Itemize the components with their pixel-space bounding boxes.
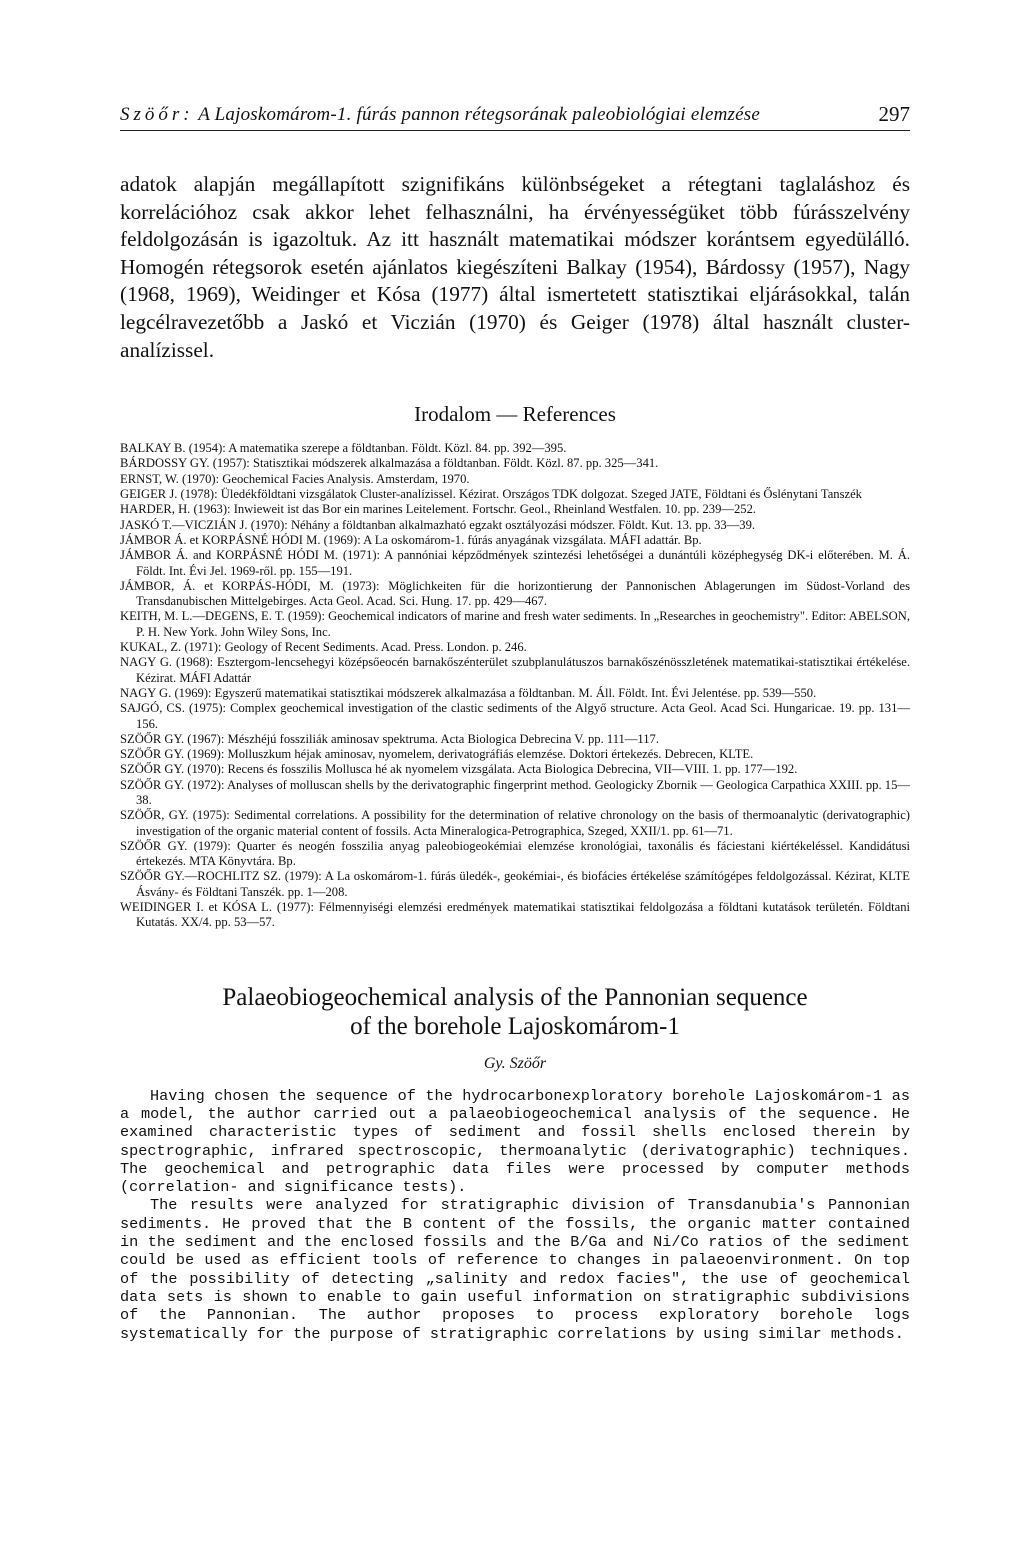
reference-item: SZÖŐR GY.—ROCHLITZ SZ. (1979): A La oskomárom-1. fúrás üledék-, geokémiai-, és biofácies értékelése számítógépes feldolgozással. Kézirat, KLTE Ásvány- és Földtani Tanszék. pp. 1—208.: [120, 869, 910, 899]
reference-item: JÁMBOR, Á. et KORPÁS-HÓDI, M. (1973): Möglichkeiten für die horizontierung der Pannonischen Ablagerungen im Südost-Vorland des Transdanubischen Mittelgebirges. Acta Geol. Acad. Sci. Hung. 17. pp. 429—467.: [120, 578, 910, 609]
reference-item: KEITH, M. L.—DEGENS, E. T. (1959): Geochemical indicators of marine and fresh water sediments. In „Researches in geochemistry". Editor: ABELSON, P. H. New York. John Wiley Sons, Inc.: [120, 609, 910, 639]
reference-item: GEIGER J. (1978): Üledékföldtani vizsgálatok Cluster-analízissel. Kézirat. Országos TDK dolgozat. Szeged JATE, Földtani és Őslénytani Tanszék: [120, 487, 862, 502]
reference-item: SZÖŐR GY. (1967): Mészhéjú fossziliák aminosav spektruma. Acta Biologica Debrecina V. pp. 111—117.: [120, 731, 659, 746]
reference-item: JASKÓ T.—VICZIÁN J. (1970): Néhány a földtanban alkalmazható egzakt osztályozási módszer. Földt. Kut. 13. pp. 33—39.: [120, 517, 756, 532]
abstract-title: [120, 983, 910, 1041]
running-head: [120, 100, 910, 131]
reference-item: NAGY G. (1968): Esztergom-lencsehegyi középsőeocén barnakőszénterület szubplanulátuszos barnakőszénösszletének matematikai-statisztikai értékelése. Kézirat. MÁFI Adattár: [120, 655, 910, 685]
running-head-title: A Lajoskomárom-1. fúrás pannon rétegsorának paleobiológiai elemzése: [198, 104, 760, 125]
reference-item: SZÖŐR GY. (1972): Analyses of molluscan shells by the derivatographic fingerprint method. Geologicky Zbornik — Geologica Carpathica XXIII. pp. 15—38.: [120, 777, 910, 807]
reference-item: BÁRDOSSY GY. (1957): Statisztikai módszerek alkalmazása a földtanban. Földt. Közl. 87. pp. 325—341.: [120, 456, 659, 471]
abstract-body: [120, 1087, 910, 1343]
reference-item: SZÖŐR GY. (1969): Molluszkum héjak aminosav, nyomelem, derivatográfiás elemzése. Doktori értekezés. Debrecen, KLTE.: [120, 747, 754, 762]
reference-item: ERNST, W. (1970): Geochemical Facies Analysis. Amsterdam, 1970.: [120, 471, 470, 486]
body-paragraph: adatok alapján megállapított szignifikáns különbségeket a rétegtani taglaláshoz és korrelációhoz csak akkor lehet felhasználni, ha érvényességüket több fúrásszelvény feldolgozásán is igazoltuk. Az itt használt matematikai módszer korántsem egyedülálló. Homogén rétegsorok esetén ajánlatos kiegészíteni Balkay (1954), Bárdossy (1957), Nagy (1968, 1969), Weidinger et Kósa (1977) által ismertetett statisztikai eljárásokkal, talán legcélravezetőbb a Jaskó et Viczián (1970) és Geiger (1978) által használt cluster-analízissel.: [120, 172, 910, 362]
page-number: 297: [878, 102, 910, 126]
reference-item: HARDER, H. (1963): Inwieweit ist das Bor ein marines Leitelement. Fortschr. Geol., Rheinland Westfalen. 10. pp. 239—252.: [120, 502, 757, 517]
reference-item: JÁMBOR Á. and KORPÁSNÉ HÓDI M. (1971): A pannóniai képződmények szintezési lehetőségei a dunántúli középhegység DK-i előterében. M. Á. Földt. Int. Évi Jel. 1969-ről. pp. 155—191.: [120, 548, 910, 578]
abstract-paragraph-2: The results were analyzed for stratigraphic division of Transdanubia's Pannonian sediments. He proved that the B content of the fossils, the organic matter contained in the sediment and the enclosed fossils and the B/Ga and Ni/Co ratios of the sediment could be used as efficient tools of reference to changes in palaeoenvironment. On top of the possibility of detecting „salinity and redox facies", the use of geochemical data sets is shown to enable to gain useful information on stratigraphic subdivisions of the Pannonian. The author proposes to process exploratory borehole logs systematically for the purpose of stratigraphic correlations by using similar methods.: [120, 1196, 910, 1343]
reference-item: SAJGÓ, CS. (1975): Complex geochemical investigation of the clastic sediments of the Algyő structure. Acta Geol. Acad Sci. Hungaricae. 19. pp. 131—156.: [120, 701, 910, 731]
reference-item: SZÖŐR GY. (1970): Recens és fosszilis Mollusca hé ak nyomelem vizsgálata. Acta Biologica Debrecina, VII—VIII. 1. pp. 177—192.: [120, 762, 798, 777]
abstract-author: Gy. Szöőr: [483, 1054, 547, 1072]
reference-item: SZÖŐR GY. (1979): Quarter és neogén fosszilia anyag paleobiogeokémiai elemzése kronológiai, taxonális és fáciestani kiértékeléssel. Kandidátusi értekezés. MTA Könyvtára. Bp.: [120, 838, 910, 869]
reference-item: BALKAY B. (1954): A matematika szerepe a földtanban. Földt. Közl. 84. pp. 392—395.: [120, 441, 567, 456]
running-head-author: Szöőr:: [120, 104, 194, 125]
reference-item: WEIDINGER I. et KÓSA L. (1977): Félmennyiségi elemzési eredmények matematikai statisztikai feldolgozása a földtani kutatások területén. Földtani Kutatás. XX/4. pp. 53—57.: [120, 900, 910, 930]
reference-item: NAGY G. (1969): Egyszerű matematikai statisztikai módszerek alkalmazása a földtanban. M. Áll. Földt. Int. Évi Jelentése. pp. 539—550.: [120, 685, 817, 700]
abstract-title-line-1: Palaeobiogeochemical analysis of the Pannonian sequence: [222, 983, 808, 1011]
abstract-title-line-2: of the borehole Lajoskomárom-1: [350, 1012, 680, 1040]
reference-list: [120, 441, 910, 931]
page: [120, 100, 910, 1343]
references-heading: Irodalom — References: [414, 402, 616, 427]
body-section: [120, 171, 910, 364]
reference-item: JÁMBOR Á. et KORPÁSNÉ HÓDI M. (1969): A La oskomárom-1. fúrás anyagának vizsgálata. MÁFI adattár. Bp.: [120, 532, 702, 547]
reference-item: KUKAL, Z. (1971): Geology of Recent Sediments. Acad. Press. London. p. 246.: [120, 640, 527, 655]
reference-item: SZÖŐR, GY. (1975): Sedimental correlations. A possibility for the determination of relative chronology on the basis of thermoanalytic (derivatographic) investigation of the organic material content of fossils. Acta Mineralogica-Petrographica, Szeged, XXII/1. pp. 61—71.: [120, 808, 910, 838]
running-head-title-line: [120, 104, 760, 126]
abstract-paragraph-1: Having chosen the sequence of the hydrocarbonexploratory borehole Lajoskomárom-1 as a model, the author carried out a palaeobiogeochemical analysis of the sequence. He examined characteristic types of sediment and fossil shells enclosed therein by spectrographic, infrared spectroscopic, thermoanalytic (derivatographic) techniques. The geochemical and petrographic data files were processed by computer methods (correlation- and significance tests).: [120, 1086, 910, 1197]
